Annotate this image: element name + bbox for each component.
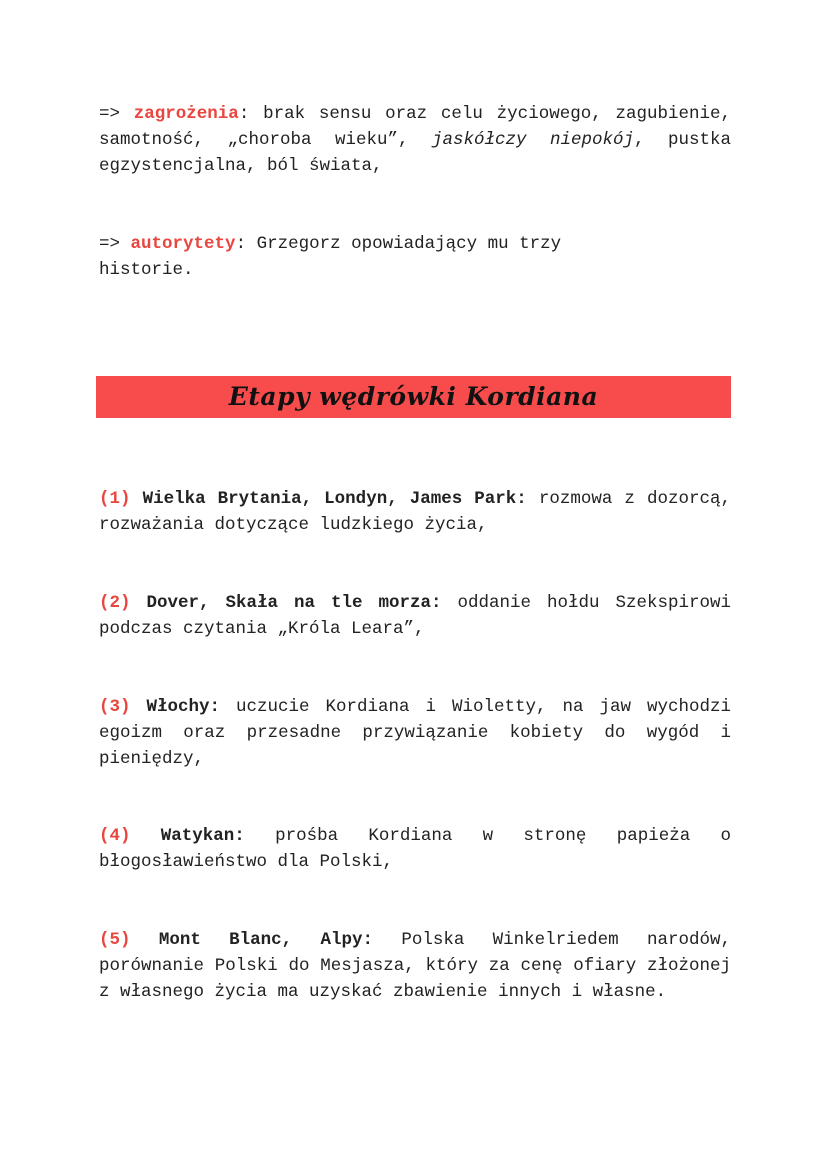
- threats-label: zagrożenia: [133, 104, 239, 124]
- authorities-arrow: =>: [99, 234, 121, 254]
- stage-text: rozmowa z dozorcą, rozważania dotyczące ludzkiego życia,: [99, 489, 731, 535]
- authorities-text: Grzegorz opowiadający mu trzy historie.: [99, 234, 562, 280]
- stage-text: prośba Kordiana w stronę papieża o błogosławieństwo dla Polski,: [99, 826, 731, 872]
- stage-number: (3): [99, 697, 131, 717]
- stage-text: oddanie hołdu Szekspirowi podczas czytania „Króla Leara”,: [99, 593, 731, 639]
- stage-item-3: [99, 694, 731, 772]
- section-title: Etapy wędrówki Kordiana: [228, 382, 599, 411]
- stage-item-5: [99, 927, 731, 1005]
- stage-place: Mont Blanc, Alpy:: [158, 930, 373, 950]
- stage-number: (2): [99, 593, 131, 613]
- stage-item-2: [99, 590, 731, 642]
- stage-number: (1): [99, 489, 131, 509]
- authorities-colon: :: [235, 234, 247, 254]
- section-banner: [96, 376, 731, 418]
- authorities-paragraph: [99, 231, 619, 283]
- stage-place: Watykan:: [160, 826, 245, 846]
- authorities-label: autorytety: [130, 234, 236, 254]
- stage-number: (4): [99, 826, 131, 846]
- threats-text: brak sensu oraz celu życiowego, zagubienie, samotność, „choroba wieku”,: [99, 104, 731, 150]
- stage-place: Wielka Brytania, Londyn, James Park:: [142, 489, 527, 509]
- stage-number: (5): [99, 930, 131, 950]
- threats-tail: , pustka egzystencjalna, ból świata,: [99, 130, 731, 176]
- stage-item-1: [99, 486, 731, 538]
- threats-colon: :: [238, 104, 250, 124]
- stage-text: uczucie Kordiana i Wioletty, na jaw wychodzi egoizm oraz przesadne przywiązanie kobiety do wygód i pieniędzy,: [99, 697, 731, 769]
- threats-paragraph: [99, 101, 731, 179]
- stage-place: Włochy:: [146, 697, 221, 717]
- stage-place: Dover, Skała na tle morza:: [146, 593, 442, 613]
- threats-italic: jaskółczy niepokój: [431, 130, 634, 150]
- stage-text: Polska Winkelriedem narodów, porównanie Polski do Mesjasza, który za cenę ofiary złożonej z własnego życia ma uzyskać zbawienie innych i własne.: [99, 930, 731, 1002]
- threats-arrow: =>: [99, 104, 121, 124]
- stage-item-4: [99, 823, 731, 875]
